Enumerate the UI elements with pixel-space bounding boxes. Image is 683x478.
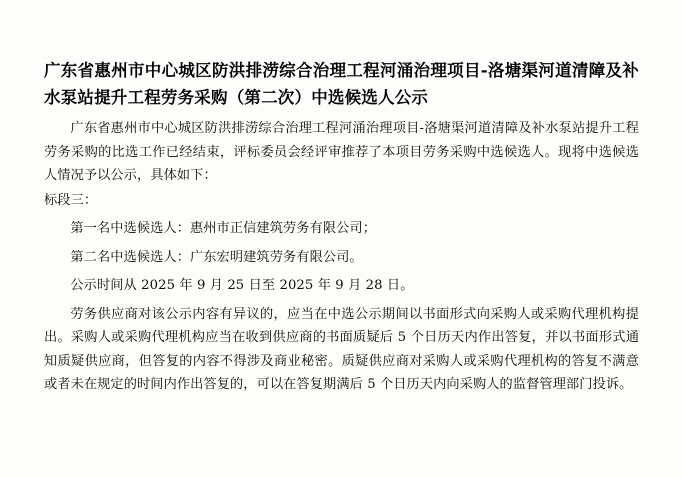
publicity-period: 公示时间从 2025 年 9 月 25 日至 2025 年 9 月 28 日。 bbox=[70, 278, 414, 294]
section-label: 标段三： bbox=[44, 192, 98, 208]
page-title: 广东省惠州市中心城区防洪排涝综合治理工程河涌治理项目-洛塘渠河道清障及补水泵站提升工程劳务采购（第二次）中选候选人公示 bbox=[44, 61, 639, 107]
objection-notice: 劳务供应商对该公示内容有异议的，应当在中选公示期间以书面形式向采购人或采购代理机构提出。采购人或采购代理机构应当在收到供应商的书面质疑后 5 个日历天内作出答复，并以书面形式通知质疑供应商，但答复的内容不得涉及商业秘密。质疑供应商对采购人或采购代理机构的答复不满意或者未在规定的时间内作出答复的，可以在答复期满后 5 个日历天内向采购人的监督管理部门投诉。 bbox=[44, 306, 639, 393]
paragraph-intro: 广东省惠州市中心城区防洪排涝综合治理工程河涌治理项目-洛塘渠河道清障及补水泵站提升工程劳务采购的比选工作已经结束，评标委员会经评审推荐了本项目劳务采购中选候选人。现将中选候选人情况予以公示，具体如下： bbox=[44, 121, 639, 184]
candidate-first: 第一名中选候选人：惠州市正信建筑劳务有限公司； bbox=[70, 221, 377, 237]
candidate-second: 第二名中选候选人：广东宏明建筑劳务有限公司。 bbox=[70, 249, 363, 265]
